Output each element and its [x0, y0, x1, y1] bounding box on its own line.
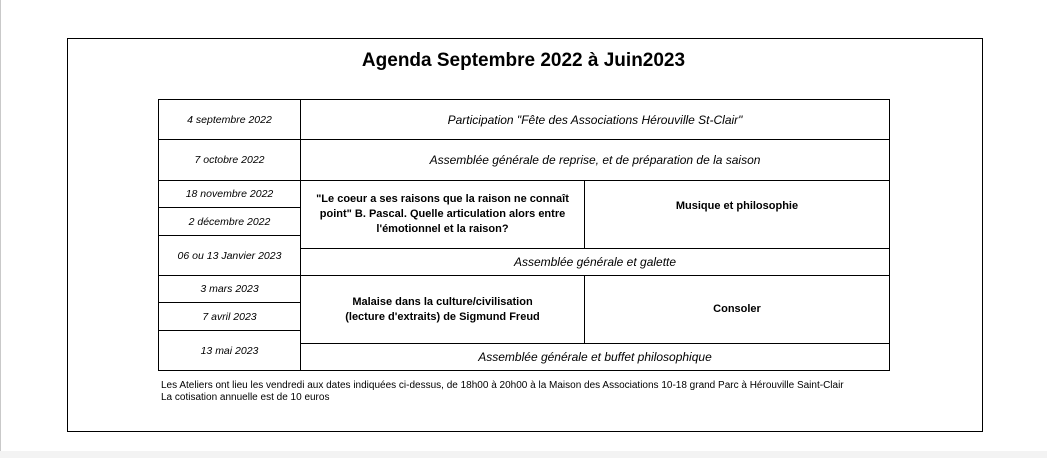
footer-fee-note: La cotisation annuelle est de 10 euros [161, 392, 330, 403]
topic-musique-label: Musique et philosophie [675, 200, 799, 212]
footer-schedule-note: Les Ateliers ont lieu les vendredi aux dates indiquées ci-dessus, de 18h00 à 20h00 à la Maison des Associations 10-18 grand Parc à Hérouville Saint-Clair [161, 380, 844, 391]
date-cell: 06 ou 13 Janvier 2023 [177, 249, 282, 262]
topic-malaise-line2: (lecture d'extraits) de Sigmund Freud [345, 310, 540, 323]
date-cell: 7 avril 2023 [202, 310, 257, 323]
topic-musique-philosophie [585, 181, 889, 232]
page-bottom-strip [0, 451, 1047, 458]
footer-notes [161, 380, 844, 404]
table-border-right [889, 99, 890, 371]
topic-consoler: Consoler [713, 303, 761, 315]
topic-coeur-raisons: "Le coeur a ses raisons que la raison ne connaît point" B. Pascal. Quelle articulation alors entre l'émotionnel et la raison? [316, 193, 569, 235]
topic-malaise-line1: Malaise dans la culture/civilisation [352, 295, 533, 308]
agenda-table [158, 99, 890, 371]
date-cell: 7 octobre 2022 [194, 154, 265, 166]
table-border-bottom [158, 370, 890, 371]
date-cell: 4 septembre 2022 [187, 113, 272, 126]
event-ag-reprise: Assemblée générale de reprise, et de préparation de la saison [429, 153, 761, 167]
event-ag-galette: Assemblée générale et galette [513, 255, 677, 269]
date-cell: 18 novembre 2022 [185, 188, 274, 200]
date-cell: 13 mai 2023 [200, 344, 259, 357]
topic-malaise-culture [301, 276, 584, 343]
page-title: Agenda Septembre 2022 à Juin2023 [361, 50, 686, 71]
event-ag-buffet: Assemblée générale et buffet philosophique [478, 350, 712, 364]
event-fete-associations: Participation "Fête des Associations Hérouville St-Clair" [447, 112, 743, 127]
date-cell: 2 décembre 2022 [188, 215, 271, 228]
date-cell: 3 mars 2023 [200, 283, 259, 295]
